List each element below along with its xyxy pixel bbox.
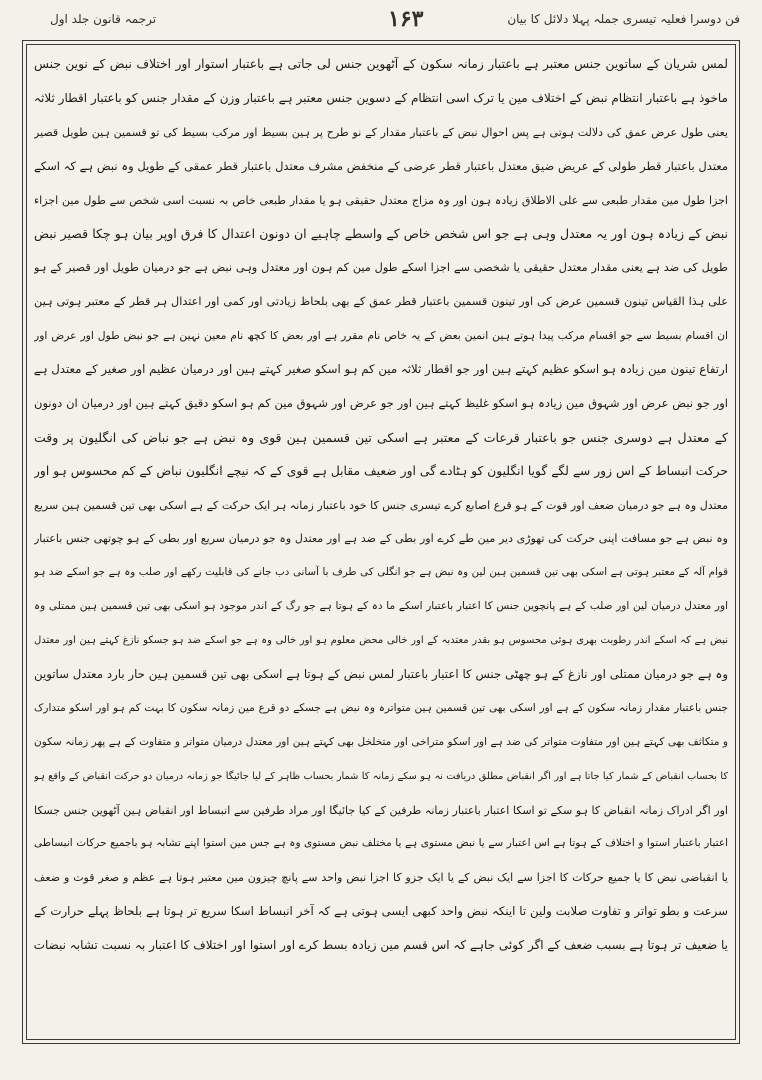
text-line: کے معتدل ہے دوسری جنس جو باعتبار قرعات کے معتبر ہے اسکی تین قسمین ہین قوی وہ نبض ہے جو نباض کی انگلیون پر وقت [34, 429, 728, 445]
text-line: معتدل وہ ہے جو درمیان ضعف اور قوت کے ہو قرع اصابع کرے تیسری جنس کا خود باعتبار زمانہ ہر ایک حرکت کے ہے اسکی بھی تین قسمین ہین سریع [34, 498, 728, 512]
text-line: علی ہذا القیاس تینون قسمین عرض کی اور تینون قسمین باعتبار قطر عمق کے بھی بلحاظ زیادتی اور کمی اور اعتدال ہر قطر کے معتبر ہوتی ہین [34, 295, 728, 309]
text-line: سرعت و بطو تواتر و تفاوت صلابت ولین تا اینکہ نبض واحد کبھی ایسی ہوتی ہے کہ آخر انبساط اسکا سریع تر ہوتا ہے بلحاظ پہلے حرارت کے [34, 904, 728, 919]
text-line: معتدل باعتبار قطر طولی کے عریض ضیق معتدل باعتبار قطر عرضی کے منخفض مشرف معتدل باعتبار قطر عمقی کے طویل وہ نبض ہے کہ اسکے [34, 158, 728, 173]
text-line: یعنی طول عرض عمق کی دلالت ہوتی ہے پس احوال نبض کے باعتبار مقدار کے نو طرح پر ہین بسیط اور مرکب بسیط کی تو قسمین ہین طویل قصیر [34, 125, 728, 139]
page-header [30, 8, 740, 34]
text-line: نبض ہے کہ اسکے اندر رطوبت بھری ہوئی محسوس ہو بقدر معتدبہ کے اور خالی محض معلوم ہو اور خالی وہ ہے جو اسکے ضد ہو جسکو نازغ کہتے ہین اور معتدل [34, 635, 728, 647]
text-line: ان اقسام بسیط سے جو اقسام مرکب پیدا ہوتے ہین انمین بعض کے یہ خاص نام مقرر ہے اور بعض کا کچھ نام معین نہین ہے جو نبض طول اور عرض اور [34, 329, 728, 343]
page-number: ۱۶۳ [388, 6, 424, 32]
text-line: اور جو نبض عرض اور شہوق مین زیادہ ہو اسکو غلیظ کہتے ہین اور جو عرض اور شہوق مین کم ہو اسکو دقیق کہتے ہین اور درمیان ان دونون [34, 395, 728, 410]
text-line: اجزا طول مین مقدار طبعی سے علی الاطلاق زیادہ ہون اور وہ مزاج معتدل حقیقی ہو یا مقدار طبعی خاص بہ نسبت اسی شخص سے طول مین اجزاء [34, 193, 728, 207]
text-line: نبض کے زیادہ ہون اور یہ معتدل وہی ہے جو اس شخص خاص کے واسطے چاہیے ان دونون اعتدال کا فرق اوپر بیان ہو چکا قصیر نبض [34, 226, 728, 242]
text-line: وہ ہے جو درمیان ممتلی اور نازغ کے ہو چھٹی جنس کا اعتبار باعتبار لمس نبض کے ہوتا ہے اسکی بھی تین قسمین ہین حار بارد معتدل ساتوین [34, 667, 728, 682]
text-line: قوام آلہ کے معتبر ہوتی ہے اسکی بھی تین قسمین ہین لین وہ نبض ہے جو انگلی کی طرف با آسانی دب جانے کی قابلیت رکھے اور صلب وہ ہے جو اسکے ضد ہو [34, 566, 728, 579]
text-line: اور اگر ادراک زمانہ انقباض کا ہو سکے تو اسکا اعتبار باعتبار زمانہ طرفین کے کیا جائیگا اور مراد طرفین سے انبساط اور انقباض ہین آٹھوین جنس جسکا [34, 803, 728, 817]
running-head-chapter: فن دوسرا فعلیہ تیسری جملہ پہلا دلائل کا بیان [507, 12, 740, 26]
text-line: و متکاثف بھی کہتے ہین اور متفاوت متواتر کی ضد ہے اور اسکو متراخی اور متخلخل بھی کہتے ہین اور معتدل درمیان متواتر و متفاوت کے ہے پھر زمانہ سکون [34, 735, 728, 748]
text-line: اور معتدل درمیان لین اور صلب کے ہے پانچوین جنس کا اعتبار باعتبار اسکے ما دہ کے ہوتا ہے جو رگ کے اندر موجود ہو اسکی بھی تین قسمین ہین ممتلی وہ [34, 600, 728, 613]
text-line: جنس باعتبار مقدار زمانہ سکون کے ہے اور اسکی بھی تین قسمین ہین متواترہ وہ نبض ہے جسکے دو قرع مین زمانہ سکون کا بہت کم ہو اور اسکو متدارک [34, 701, 728, 714]
text-line: حرکت انبساط کے اس زور سے لگے گویا انگلیون کو ہٹادے گی اور ضعیف مقابل ہے قوی کے کہ نیچے انگلیون نباض کے کم محسوس ہو اور [34, 463, 728, 478]
text-line: طویل کی ضد ہے یعنی مقدار معتدل حقیقی یا شخصی سے اجزا اسکے طول مین کم ہون اور معتدل وہی نبض ہے جو درمیان طویل اور قصیر کے ہو [34, 261, 728, 275]
text-body [34, 48, 728, 1032]
text-line: اعتبار باعتبار استوا و اختلاف کے ہوتا ہے اس اعتبار سے یا نبض مستوی ہے یا مختلف نبض مستوی وہ ہے جس مین استوا اپنے تشابہ ہو باجمیع حرکات انبساطی [34, 837, 728, 850]
text-line: وہ نبض ہے جو مسافت اپنی حرکت کی تھوڑی دیر مین طے کرے اور بطی کے ضد ہے اور معتدل وہ جو درمیان سریع اور بطی کے ہو چوتھی جنس باعتبار [34, 532, 728, 546]
text-line: کا بحساب انقباض کے شمار کیا جاتا ہے اور اگر انقباض مطلق دریافت نہ ہو سکے زمانہ کا شمار بحساب ظاہر کے لیا جائیگا جو زمانہ درمیان دو حرکت انقباض کے واقع ہو [34, 770, 728, 782]
text-line: یا انقباضی نبض کا یا جمیع حرکات کا اجزا سے ایک نبض کے یا ایک جزو کا اجزا نبض واحد سے پانچ چیزون مین معتبر ہوتا ہے عظم و صغر قوت و ضعف [34, 871, 728, 885]
text-line: ماخوذ ہے باعتبار انتظام نبض کے اختلاف مین یا ترک اسی انتظام کے دسوین جنس معتبر ہے باعتبار وزن کے مقدار جنس کو باعتبار اقطار ثلاثہ [34, 90, 728, 105]
text-line: یا ضعیف تر ہوتا ہے بسبب ضعف کے اگر کوئی جاہے کہ اس قسم مین زیادہ بسط کرے اور استوا اور اختلاف کا اعتبار بہ نسبت تشابہ نبضات [34, 938, 728, 953]
text-line: لمس شریان کے ساتوین جنس معتبر ہے باعتبار زمانہ سکون کے آٹھوین جنس لی جاتی ہے باعتبار استوار اور اختلاف نبض کے نوین جنس [34, 57, 728, 71]
text-line: ارتفاع تینون مین زیادہ ہو اسکو عظیم کہتے ہین اور جو اقطار ثلاثہ مین کم ہو اسکو صغیر کہتے ہین اور درمیان عظیم اور صغیر کے معتدل ہے [34, 362, 728, 377]
running-head-book: ترجمہ قانون جلد اول [50, 12, 157, 26]
